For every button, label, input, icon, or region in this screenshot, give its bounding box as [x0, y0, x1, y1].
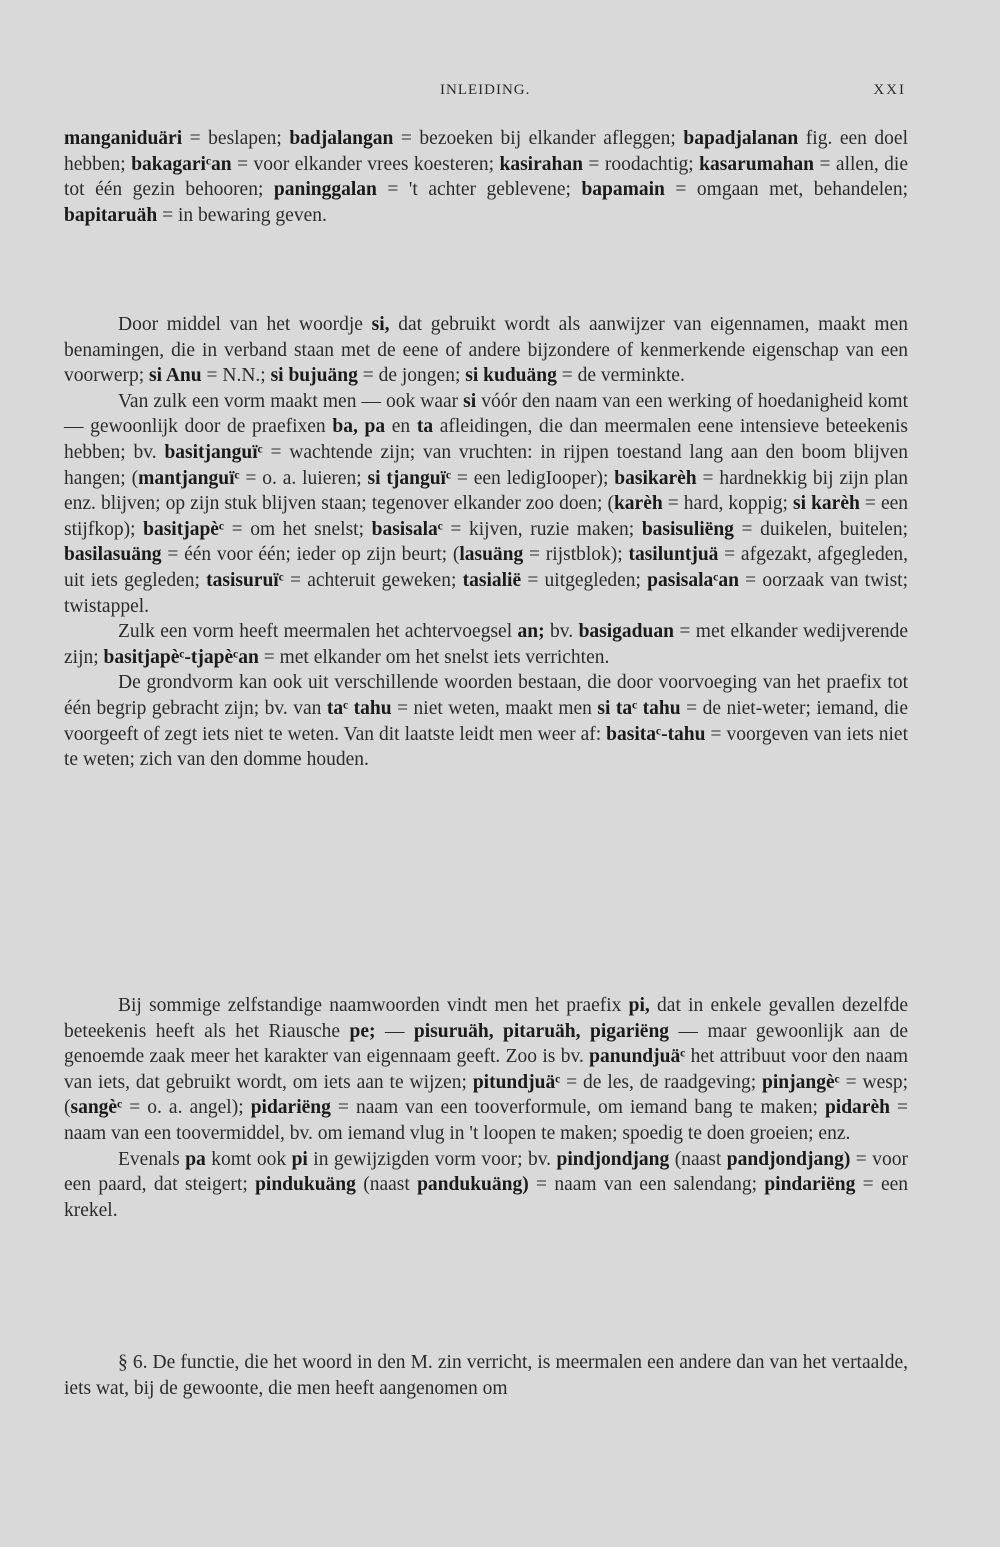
text-run: = voorgeven van iets niet te weten; zich van den domme houden.: [64, 723, 908, 771]
text-run: Door middel van het woordje: [118, 314, 372, 335]
term: basigaduan: [578, 621, 674, 643]
text-run: [358, 416, 365, 437]
text-run: = een krekel.: [64, 1174, 909, 1221]
text-run: = kijven, ruzie maken;: [442, 518, 642, 540]
text-run: = de les, de raadgeving;: [560, 1071, 763, 1093]
text-run: (naast: [355, 1174, 418, 1196]
text-run: en: [385, 416, 417, 438]
term: si kuduäng: [465, 365, 557, 387]
term: si taᶜ tahu: [597, 697, 681, 719]
text-run: = voor een paard, dat steigert;: [64, 1148, 909, 1196]
text-block: [64, 993, 908, 1223]
term: si,: [371, 314, 390, 335]
term: pandukuäng): [417, 1174, 529, 1196]
term: pitaruäh,: [503, 1020, 581, 1042]
text-run: [494, 1021, 503, 1042]
text-run: komt ook: [205, 1148, 292, 1170]
term: basitjanguïᶜ: [164, 441, 263, 463]
text-run: = niet weten, maakt men: [391, 697, 598, 719]
text-run: = in bewaring geven.: [157, 204, 327, 226]
term: pe;: [349, 1020, 376, 1042]
text-run: = bezoeken bij elkander afleggen;: [393, 128, 684, 149]
term: pitundjuäᶜ: [472, 1071, 561, 1093]
term: basitjapèᶜ-tjapèᶜan: [103, 646, 259, 668]
text-run: afleidingen, die dan meermalen eene intensieve beteekenis hebben; bv.: [64, 416, 909, 463]
text-run: = hardnekkig bij zijn plan enz. blijven; op zijn stuk blijven staan; tegenover elkander zoo doen; (: [64, 467, 908, 515]
text-run: = uitgegleden;: [521, 569, 648, 591]
text-run: De grondvorm kan ook uit verschillende woorden bestaan, die door voorvoeging van het praefix tot één begrip gebracht zijn; bv. van: [64, 672, 908, 719]
term: an;: [517, 621, 545, 643]
term: bakagariᶜan: [131, 153, 232, 175]
term: bapadjalanan: [683, 128, 799, 149]
term: bapitaruäh: [64, 204, 158, 226]
term: panundjuäᶜ: [589, 1046, 686, 1068]
text-block: [64, 1350, 908, 1401]
text-run: = een ledigIooper);: [451, 467, 615, 489]
term: paninggalan: [273, 179, 377, 201]
term: si karèh: [793, 493, 860, 515]
text-run: in gewijzigden vorm voor; bv.: [307, 1148, 557, 1170]
text-run: = o. a. luieren;: [239, 467, 368, 489]
text-run: = met elkander wedijverende zijn;: [64, 621, 909, 668]
term: tasisuruïᶜ: [206, 569, 284, 591]
term: pandjondjang): [726, 1148, 851, 1170]
paragraph: [64, 389, 908, 619]
text-run: [581, 1021, 590, 1042]
term: pinjangèᶜ: [762, 1071, 840, 1093]
term: basisuliëng: [641, 518, 734, 540]
paragraph: [64, 619, 908, 670]
term: sangèᶜ: [70, 1097, 123, 1119]
term: manganiduäri: [64, 128, 183, 149]
text-run: dat gebruikt wordt als aanwijzer van eigennamen, maakt men benamingen, die in verband staan met de eene of andere bijzondere of kenmerkende eigenschap van een voorwerp;: [64, 314, 908, 387]
text-run: = hard, koppig;: [662, 493, 794, 515]
paragraph: [64, 993, 908, 1147]
paragraph: [64, 126, 908, 228]
text-run: = voor elkander vrees koesteren;: [231, 153, 500, 175]
text-run: = roodachtig;: [582, 153, 700, 175]
term: si: [463, 390, 477, 412]
text-run: = duikelen, buitelen;: [733, 518, 909, 540]
text-run: = met elkander om het snelst iets verrichten.: [258, 646, 610, 668]
text-run: = o. a. angel);: [122, 1097, 251, 1119]
text-run: = omgaan met, behandelen;: [664, 179, 909, 201]
term: basikarèh: [614, 467, 697, 489]
term: basilasuäng: [64, 544, 162, 566]
term: tasiluntjuä: [628, 544, 719, 566]
text-run: — maar gewoonlijk aan de genoemde zaak meer het karakter van eigennaam geeft. Zoo is bv.: [64, 1020, 908, 1068]
text-run: = 't achter geblevene;: [376, 179, 582, 201]
term: pisuruäh,: [413, 1020, 494, 1042]
term: kasirahan: [499, 153, 583, 175]
text-run: vóór den naam van een werking of hoedanigheid komt — gewoonlijk door de praefixen: [64, 390, 908, 438]
text-run: (naast: [669, 1148, 727, 1170]
term: pindjondjang: [556, 1148, 670, 1170]
term: kasarumahan: [699, 153, 815, 175]
text-run: = allen, die tot één gezin behooren;: [64, 153, 908, 201]
paragraph: [64, 1350, 908, 1401]
text-run: bv.: [544, 621, 579, 643]
running-head: INLEIDING.: [440, 82, 531, 98]
text-run: = achteruit geweken;: [283, 569, 463, 591]
text-run: = oorzaak van twist; twistappel.: [64, 569, 908, 617]
text-run: = naam van een toovermiddel, bv. om iemand vlug in 't loopen te maken; spoedig te doen groeien; enz.: [64, 1097, 908, 1144]
term: pigariëng: [589, 1020, 670, 1042]
text-run: = beslapen;: [182, 128, 290, 149]
text-run: = rijstblok);: [523, 544, 629, 566]
text-run: = wesp; (: [64, 1071, 909, 1119]
page-header: [0, 82, 1000, 106]
term: ba,: [332, 416, 358, 438]
text-run: Bij sommige zelfstandige naamwoorden vindt men het praefix: [118, 995, 629, 1016]
term: pa: [185, 1148, 206, 1170]
text-run: = naam van een salendang;: [528, 1174, 765, 1196]
term: tasialië: [462, 569, 522, 591]
page-number: XXI: [873, 82, 906, 98]
text-run: § 6. De functie, die het woord in den M. zin verricht, is meermalen een andere dan van het vertaalde, iets wat, bij de gewoonte, die men heeft aangenomen om: [64, 1352, 908, 1399]
term: pidariëng: [250, 1097, 331, 1119]
text-run: —: [375, 1020, 414, 1042]
term: taᶜ tahu: [326, 697, 392, 719]
term: si tjanguïᶜ: [367, 467, 452, 489]
text-run: fig. een doel hebben;: [64, 128, 908, 175]
text-run: Zulk een vorm heeft meermalen het achtervoegsel: [118, 621, 518, 643]
paragraph: [64, 1147, 908, 1224]
term: bapamain: [581, 179, 665, 201]
term: pindukuäng: [255, 1174, 356, 1196]
term: si bujuäng: [270, 365, 358, 387]
paragraph: [64, 312, 908, 389]
text-run: = N.N.;: [201, 365, 271, 387]
term: ta: [416, 416, 434, 438]
term: lasuäng: [459, 544, 524, 566]
text-run: = de jongen;: [357, 365, 466, 387]
text-block: [64, 312, 908, 773]
text-block: [64, 126, 908, 228]
text-run: het attribuut voor den naam van iets, dat gebruikt wordt, om iets aan te wijzen;: [64, 1046, 908, 1093]
term: basitjapèᶜ: [143, 518, 225, 540]
text-run: = afgezakt, afgegleden, uit iets gegleden;: [64, 544, 908, 591]
text-run: = om het snelst;: [224, 518, 372, 540]
term: karèh: [613, 493, 663, 515]
term: pi: [291, 1148, 308, 1170]
text-run: Evenals: [118, 1148, 186, 1170]
paragraph: [64, 670, 908, 772]
term: si Anu: [149, 365, 202, 387]
text-run: = een stijfkop);: [64, 493, 909, 540]
text-run: Van zulk een vorm maakt men — ook waar: [118, 390, 464, 412]
term: basitaᶜ-tahu: [606, 723, 706, 745]
term: basisalaᶜ: [371, 518, 443, 540]
text-run: = de niet-weter; iemand, die voorgeeft of zegt iets niet te weten. Van dit laatste leidt men weer af:: [64, 697, 908, 745]
text-run: = de verminkte.: [556, 365, 685, 387]
text-run: = wachtende zijn; van vruchten: in rijpen toestand lang aan den boom blijven hangen; (: [64, 441, 908, 489]
term: mantjanguïᶜ: [138, 467, 240, 489]
term: pidarèh: [824, 1097, 890, 1119]
term: pasisalaᶜan: [647, 569, 739, 591]
text-run: dat in enkele gevallen dezelfde beteekenis heeft als het Riausche: [64, 995, 908, 1042]
term: pa: [364, 416, 386, 438]
term: pi,: [628, 995, 650, 1016]
term: badjalangan: [289, 128, 394, 149]
text-run: = naam van een tooverformule, om iemand bang te maken;: [330, 1097, 825, 1119]
text-run: = één voor één; ieder op zijn beurt; (: [161, 544, 460, 566]
term: pindariëng: [764, 1174, 856, 1196]
